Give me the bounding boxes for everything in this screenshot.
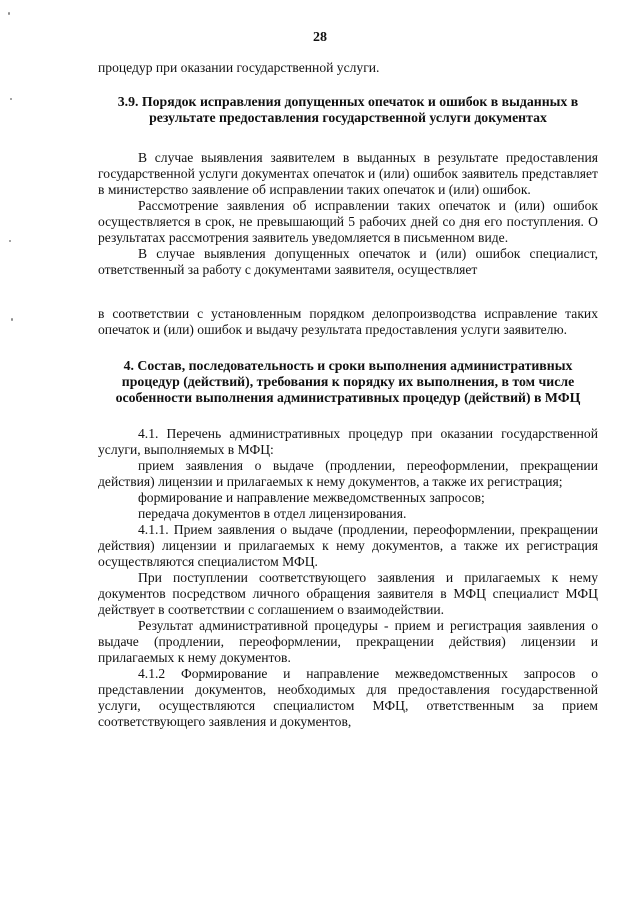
paragraph: В случае выявления заявителем в выданных в результате предоставления государственной услуги документах опечаток и (или) ошибок заявитель представляет в министерство заявление об исправлении таких опечаток и (или) ошибок. [98, 150, 598, 197]
paragraph: формирование и направление межведомственных запросов; [138, 490, 485, 505]
scan-speck [9, 240, 11, 242]
document-body [98, 60, 598, 730]
paragraph: 4.1.1. Прием заявления о выдаче (продлении, переоформлении, прекращении действия) лицензии и прилагаемых к нему документов, а также их регистрация осуществляются специалистом МФЦ. [98, 522, 598, 569]
paragraph: 4.1. Перечень административных процедур при оказании государственной услуги, выполняемых в МФЦ: [98, 426, 598, 457]
paragraph: Результат административной процедуры - прием и регистрация заявления о выдаче (продлении, переоформлении, прекращении действия) лицензии и прилагаемых к нему документов. [98, 618, 598, 665]
spacer [98, 126, 598, 150]
spacer [98, 278, 598, 306]
scan-speck [10, 98, 12, 100]
paragraph: При поступлении соответствующего заявления и прилагаемых к нему документов посредством личного обращения заявителя в МФЦ специалист МФЦ действует в соответствии с соглашением о взаимодействии. [98, 570, 598, 617]
paragraph: Рассмотрение заявления об исправлении таких опечаток и (или) ошибок осуществляется в срок, не превышающий 5 рабочих дней со дня его поступления. О результатах рассмотрения заявитель уведомляется в письменном виде. [98, 198, 598, 245]
page-number: 28 [313, 30, 327, 45]
spacer [98, 406, 598, 426]
spacer [98, 338, 598, 358]
section-heading: 4. Состав, последовательность и сроки выполнения административных процедур (действий), требования к порядку их выполнения, в том числе особенности выполнения административных процедур (действий) в МФЦ [115, 358, 581, 405]
paragraph: прием заявления о выдаче (продлении, переоформлении, прекращении действия) лицензии и прилагаемых к нему документов, а также их регистрация; [98, 458, 598, 489]
paragraph: В случае выявления допущенных опечаток и (или) ошибок специалист, ответственный за работу с документами заявителя, осуществляет [98, 246, 598, 277]
paragraph: процедур при оказании государственной услуги. [98, 60, 380, 75]
section-heading: 3.9. Порядок исправления допущенных опечаток и ошибок в выданных в результате предоставления государственной услуги документах [117, 94, 579, 125]
scan-speck [11, 318, 13, 321]
scan-speck [8, 12, 10, 15]
spacer [98, 76, 598, 94]
paragraph: 4.1.2 Формирование и направление межведомственных запросов о представлении документов, необходимых для предоставления государственной услуги, осуществляются специалистом МФЦ, ответственным за прием соответствующего заявления и документов, [98, 666, 598, 729]
paragraph: передача документов в отдел лицензирования. [138, 506, 407, 521]
paragraph: в соответствии с установленным порядком делопроизводства исправление таких опечаток и (или) ошибок и выдачу результата предоставления услуги заявителю. [98, 306, 598, 337]
